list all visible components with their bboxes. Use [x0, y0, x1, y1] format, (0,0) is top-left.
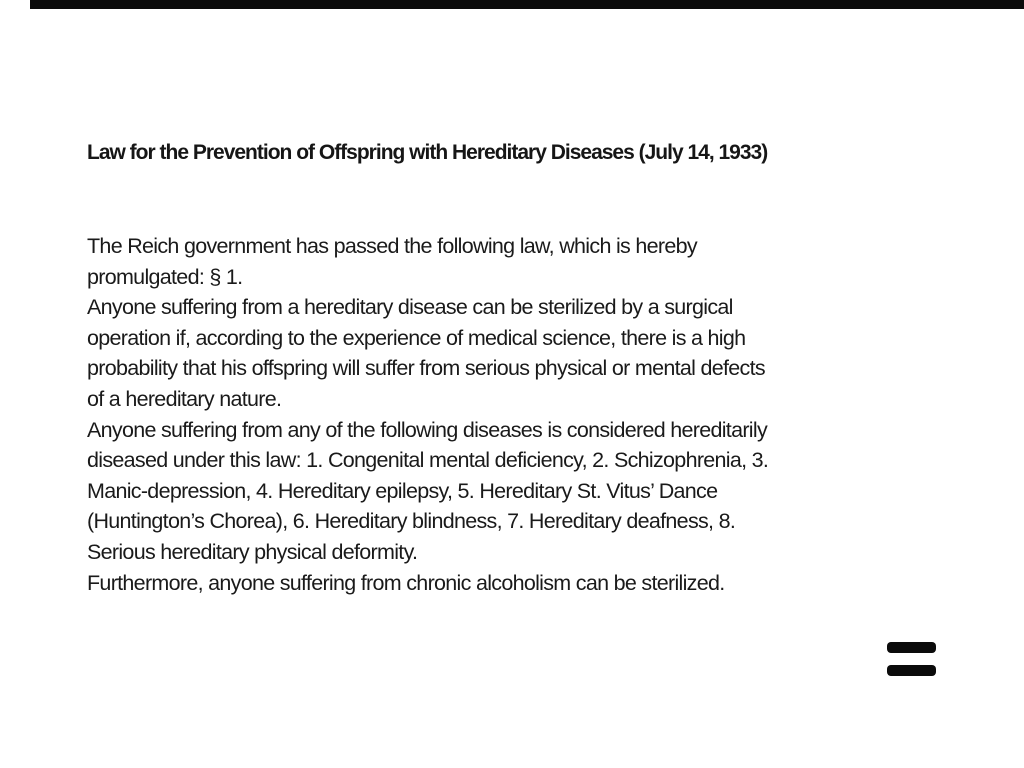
- body-line: Serious hereditary physical deformity.: [87, 539, 418, 564]
- body-line: operation if, according to the experience of medical science, there is a high: [87, 325, 746, 350]
- body-line: promulgated: § 1.: [87, 264, 243, 289]
- body-line: Anyone suffering from any of the following diseases is considered hereditarily: [87, 417, 767, 442]
- equals-icon-top-bar: [887, 642, 936, 653]
- slide-body-text: [87, 231, 987, 598]
- equals-icon-bottom-bar: [887, 665, 936, 676]
- body-line: The Reich government has passed the following law, which is hereby: [87, 234, 697, 258]
- body-line: (Huntington’s Chorea), 6. Hereditary blindness, 7. Hereditary deafness, 8.: [87, 509, 736, 534]
- body-line: Anyone suffering from a hereditary disease can be sterilized by a surgical: [87, 295, 733, 320]
- body-line: Furthermore, anyone suffering from chronic alcoholism can be sterilized.: [87, 570, 725, 595]
- equals-icon: [887, 642, 936, 676]
- top-bar: [30, 0, 1024, 9]
- body-line: of a hereditary nature.: [87, 386, 282, 411]
- body-line: diseased under this law: 1. Congenital mental deficiency, 2. Schizophrenia, 3.: [87, 448, 769, 473]
- body-line: Manic-depression, 4. Hereditary epilepsy, 5. Hereditary St. Vitus’ Dance: [87, 478, 718, 503]
- slide-title: Law for the Prevention of Offspring with Hereditary Diseases (July 14, 1933): [87, 141, 768, 164]
- body-line: probability that his offspring will suffer from serious physical or mental defects: [87, 356, 765, 381]
